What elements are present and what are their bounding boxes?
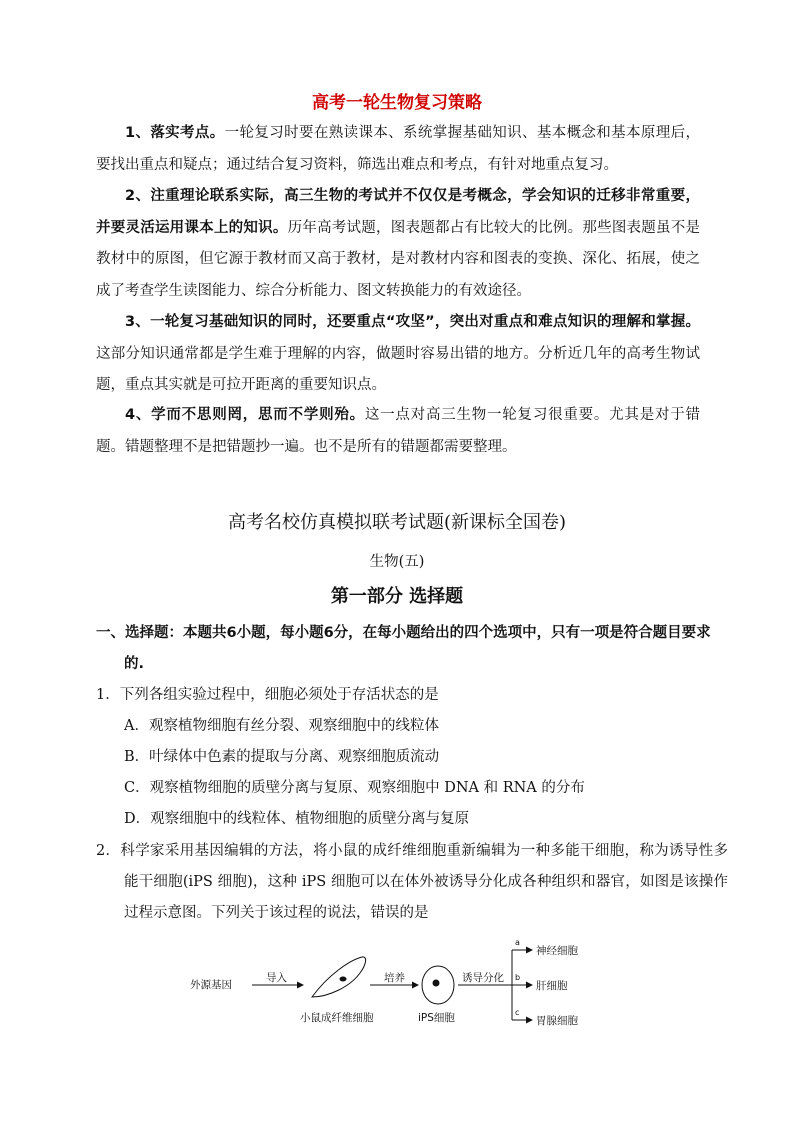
question-1-option-c: C．观察植物细胞的质壁分离与复原、观察细胞中 DNA 和 RNA 的分布 [124, 780, 585, 796]
part-title: 第一部分 选择题 [330, 586, 464, 607]
fibroblast-cell-shape [312, 957, 366, 997]
paragraph-4-heading: 4、学而不思则罔，思而不学则殆。 [125, 407, 365, 423]
exam-subject: 生物(五) [369, 554, 425, 570]
paragraph-2-body: 历年高考试题，图表题都占有比较大的比例。那些图表题虽不是教材中的原图，但它源于教材而又高于教材，是对教材内容和图表的变换、深化、拓展，使之成了考查学生读图能力、综合分析能力、图文转换能力的有效途径。 [96, 219, 701, 299]
question-1-option-a: A．观察植物细胞有丝分裂、观察细胞中的线粒体 [124, 718, 439, 734]
ips-process-diagram [190, 935, 610, 1030]
strategy-paragraph-3 [96, 307, 700, 402]
branch-b-letter: b [515, 973, 521, 982]
question-2-stem: 2．科学家采用基因编辑的方法，将小鼠的成纤维细胞重新编辑为一种多能干细胞，称为诱导性多能干细胞(iPS 细胞)，这种 iPS 细胞可以在体外被诱导分化成各种组织和器官，如图是该操作过程示意图。下列关于该过程的说法，错误的是 [96, 843, 728, 921]
question-1-option-b: B．叶绿体中色素的提取与分离、观察细胞质流动 [124, 749, 440, 765]
question-1-stem: 1．下列各组实验过程中，细胞必须处于存活状态的是 [96, 687, 439, 703]
question-1-option-d: D．观察细胞中的线粒体、植物细胞的质壁分离与复原 [124, 811, 470, 827]
strategy-title: 高考一轮生物复习策略 [312, 93, 482, 113]
branch-a-letter: a [515, 938, 520, 947]
paragraph-1-body: 一轮复习时要在熟读课本、系统掌握基础知识、基本概念和基本原理后，要找出重点和疑点；通过结合复习资料，筛选出难点和考点，有针对地重点复习。 [96, 125, 700, 173]
diagram-arrow-induce-label: 诱导分化 [462, 972, 504, 984]
paragraph-4-body: 这一点对高三生物一轮复习很重要。尤其是对于错题。错题整理不是把错题抄一遍。也不是所有的错题都需要整理。 [96, 407, 700, 455]
paragraph-2-heading: 2、注重理论联系实际，高三生物的考试并不仅仅是考概念，学会知识的迁移非常重要，并要灵活运用课本上的知识。 [96, 188, 700, 236]
strategy-paragraph-4 [96, 400, 700, 463]
output-a-label: 神经细胞 [536, 945, 578, 957]
diagram-fibroblast-label: 小鼠成纤维细胞 [300, 1012, 374, 1024]
paragraph-3-heading: 3、一轮复习基础知识的同时，还要重点“攻坚”，突出对重点和难点知识的理解和掌握。 [125, 314, 700, 330]
branch-c-letter: c [515, 1008, 520, 1017]
diagram-source-label: 外源基因 [190, 979, 232, 991]
output-c-label: 胃腺细胞 [536, 1015, 578, 1027]
diagram-ips-label: iPS细胞 [418, 1012, 455, 1024]
paragraph-3-body: 这部分知识通常都是学生难于理解的内容，做题时容易出错的地方。分析近几年的高考生物试题，重点其实就是可拉开距离的重要知识点。 [96, 345, 700, 393]
strategy-paragraph-2 [96, 181, 700, 307]
output-b-label: 肝细胞 [536, 980, 568, 992]
ips-nucleus [433, 980, 440, 987]
fibroblast-nucleus [340, 977, 347, 982]
diagram-arrow-import-label: 导入 [266, 972, 287, 984]
strategy-paragraph-1 [96, 118, 700, 181]
diagram-arrow-culture-label: 培养 [384, 972, 405, 984]
exam-title: 高考名校仿真模拟联考试题(新课标全国卷) [227, 512, 567, 533]
paragraph-1-heading: 1、落实考点。 [125, 125, 225, 141]
section-instructions: 一、选择题：本题共6小题，每小题6分，在每小题给出的四个选项中，只有一项是符合题目要求的. [96, 625, 711, 672]
